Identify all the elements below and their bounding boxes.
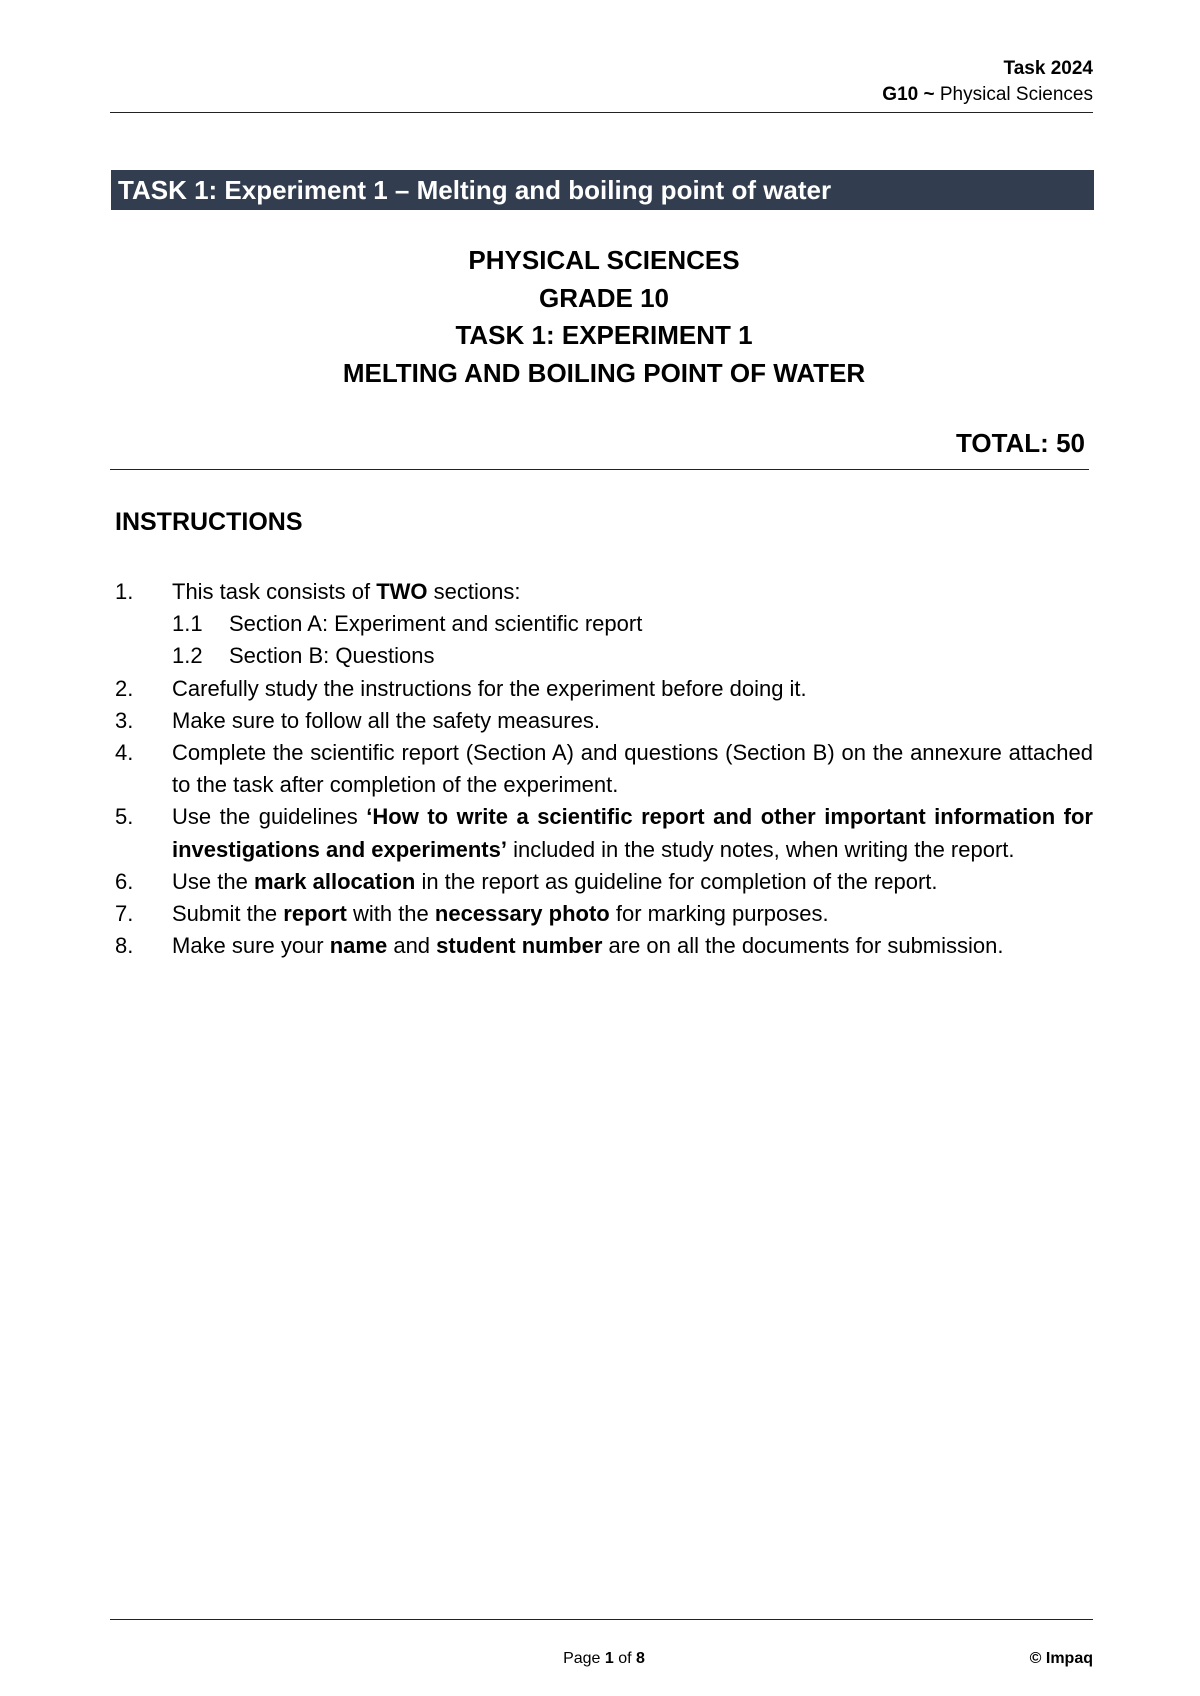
header-divider (110, 112, 1093, 113)
list-item: 7. Submit the report with the necessary photo for marking purposes. (115, 901, 829, 927)
total-divider (110, 469, 1089, 470)
topic-title: MELTING AND BOILING POINT OF WATER (342, 357, 866, 388)
instructions-list (115, 576, 1093, 962)
list-item: 8. Make sure your name and student number are on all the documents for submission. (115, 933, 1004, 959)
list-item: 3. Make sure to follow all the safety measures. (115, 707, 600, 733)
subject-title: PHYSICAL SCIENCES (468, 245, 740, 275)
task-banner: TASK 1: Experiment 1 – Melting and boiling point of water (111, 170, 1094, 210)
list-item: 5. Use the guidelines ‘How to write a scientific report and other important information for investigations and experiments’ included in the study notes, when writing the report. (115, 804, 1093, 862)
page-header (882, 56, 1093, 108)
list-subitem: 1.2 Section B: Questions (172, 643, 435, 669)
document-titles (0, 242, 1200, 392)
list-item: 4. Complete the scientific report (Section A) and questions (Section B) on the annexure attached to the task after completion of the experiment. (115, 740, 1093, 798)
total-marks: TOTAL: 50 (955, 428, 1085, 458)
list-subitem: 1.1 Section A: Experiment and scientific report (172, 611, 643, 637)
footer-divider (110, 1619, 1093, 1620)
task-title: TASK 1: EXPERIMENT 1 (455, 320, 753, 350)
header-subject: G10 ~ Physical Sciences (882, 84, 1093, 105)
list-item: 1. This task consists of TWO sections: (115, 579, 521, 604)
header-task-year: Task 2024 (1003, 58, 1093, 79)
copyright-notice: © Impaq (1029, 1650, 1093, 1667)
grade-title: GRADE 10 (538, 282, 670, 313)
page-number: Page 1 of 8 (563, 1650, 645, 1667)
list-item: 2. Carefully study the instructions for the experiment before doing it. (115, 675, 807, 701)
list-item: 6. Use the mark allocation in the report as guideline for completion of the report. (115, 868, 938, 894)
instructions-heading: INSTRUCTIONS (115, 508, 303, 536)
